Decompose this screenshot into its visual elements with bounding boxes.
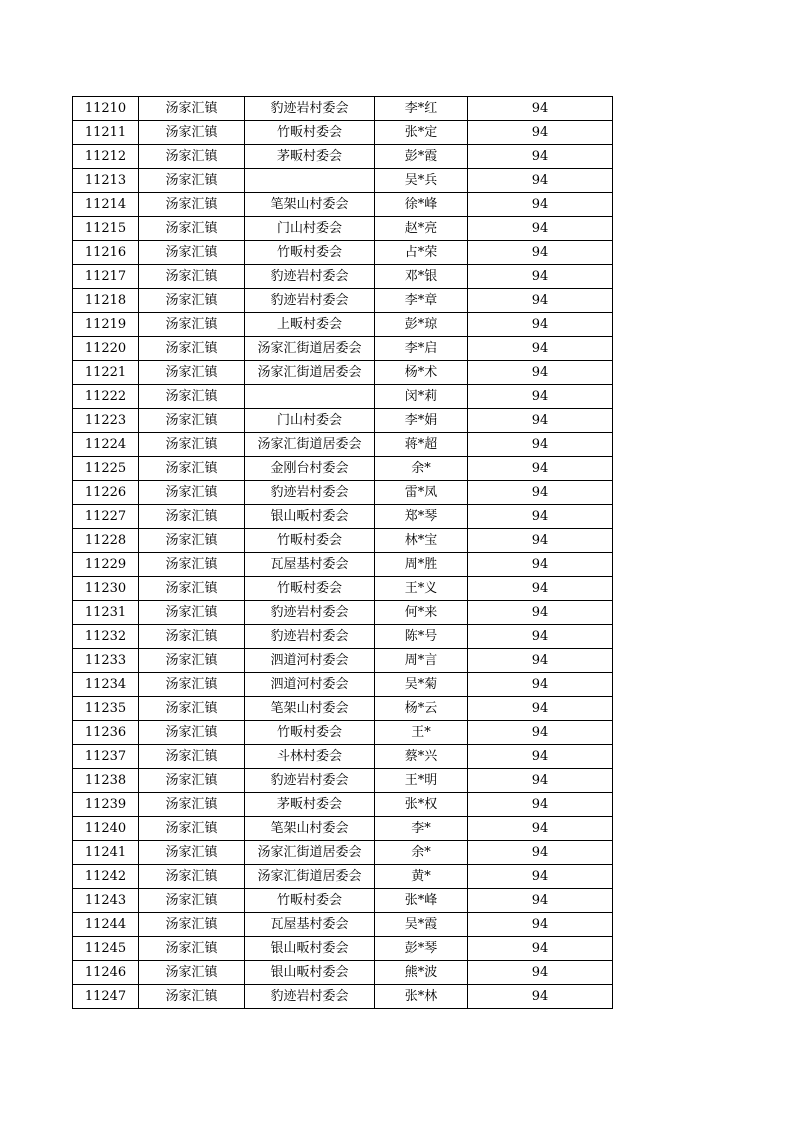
- town-cell: 汤家汇镇: [139, 745, 245, 769]
- table-row: [73, 313, 613, 337]
- town-cell: 汤家汇镇: [139, 217, 245, 241]
- serial-number-cell: 11215: [73, 217, 139, 241]
- person-name-cell: 余*: [375, 841, 468, 865]
- table-row: [73, 529, 613, 553]
- town-cell: 汤家汇镇: [139, 289, 245, 313]
- amount-cell: 94: [468, 361, 613, 385]
- town-cell: 汤家汇镇: [139, 865, 245, 889]
- person-name-cell: 陈*号: [375, 625, 468, 649]
- person-name-cell: 吴*霞: [375, 913, 468, 937]
- village-committee-cell: 汤家汇街道居委会: [245, 361, 375, 385]
- table-row: [73, 505, 613, 529]
- person-name-cell: 李*: [375, 817, 468, 841]
- serial-number-cell: 11244: [73, 913, 139, 937]
- amount-cell: 94: [468, 433, 613, 457]
- table-row: [73, 649, 613, 673]
- person-name-cell: 杨*术: [375, 361, 468, 385]
- town-cell: 汤家汇镇: [139, 97, 245, 121]
- person-name-cell: 吴*兵: [375, 169, 468, 193]
- town-cell: 汤家汇镇: [139, 361, 245, 385]
- table-row: [73, 121, 613, 145]
- amount-cell: 94: [468, 217, 613, 241]
- person-name-cell: 闵*莉: [375, 385, 468, 409]
- table-row: [73, 241, 613, 265]
- town-cell: 汤家汇镇: [139, 241, 245, 265]
- serial-number-cell: 11246: [73, 961, 139, 985]
- person-name-cell: 何*来: [375, 601, 468, 625]
- person-name-cell: 彭*琴: [375, 937, 468, 961]
- town-cell: 汤家汇镇: [139, 433, 245, 457]
- person-name-cell: 熊*波: [375, 961, 468, 985]
- village-committee-cell: 茅畈村委会: [245, 145, 375, 169]
- village-committee-cell: 豹迹岩村委会: [245, 769, 375, 793]
- person-name-cell: 杨*云: [375, 697, 468, 721]
- amount-cell: 94: [468, 313, 613, 337]
- person-name-cell: 邓*银: [375, 265, 468, 289]
- table-row: [73, 841, 613, 865]
- amount-cell: 94: [468, 193, 613, 217]
- serial-number-cell: 11212: [73, 145, 139, 169]
- town-cell: 汤家汇镇: [139, 121, 245, 145]
- amount-cell: 94: [468, 385, 613, 409]
- amount-cell: 94: [468, 265, 613, 289]
- person-name-cell: 雷*凤: [375, 481, 468, 505]
- town-cell: 汤家汇镇: [139, 169, 245, 193]
- town-cell: 汤家汇镇: [139, 265, 245, 289]
- amount-cell: 94: [468, 865, 613, 889]
- table-row: [73, 745, 613, 769]
- roster-table: [72, 96, 613, 1009]
- town-cell: 汤家汇镇: [139, 409, 245, 433]
- town-cell: 汤家汇镇: [139, 145, 245, 169]
- town-cell: 汤家汇镇: [139, 313, 245, 337]
- table-row: [73, 769, 613, 793]
- amount-cell: 94: [468, 241, 613, 265]
- person-name-cell: 郑*琴: [375, 505, 468, 529]
- amount-cell: 94: [468, 673, 613, 697]
- serial-number-cell: 11238: [73, 769, 139, 793]
- serial-number-cell: 11223: [73, 409, 139, 433]
- person-name-cell: 余*: [375, 457, 468, 481]
- village-committee-cell: 豹迹岩村委会: [245, 625, 375, 649]
- person-name-cell: 蔡*兴: [375, 745, 468, 769]
- serial-number-cell: 11239: [73, 793, 139, 817]
- table-row: [73, 697, 613, 721]
- amount-cell: 94: [468, 553, 613, 577]
- town-cell: 汤家汇镇: [139, 913, 245, 937]
- person-name-cell: 张*峰: [375, 889, 468, 913]
- serial-number-cell: 11237: [73, 745, 139, 769]
- village-committee-cell: 茅畈村委会: [245, 793, 375, 817]
- amount-cell: 94: [468, 649, 613, 673]
- village-committee-cell: 竹畈村委会: [245, 577, 375, 601]
- village-committee-cell: 金刚台村委会: [245, 457, 375, 481]
- town-cell: 汤家汇镇: [139, 337, 245, 361]
- village-committee-cell: 瓦屋基村委会: [245, 913, 375, 937]
- town-cell: 汤家汇镇: [139, 985, 245, 1009]
- table-row: [73, 289, 613, 313]
- town-cell: 汤家汇镇: [139, 841, 245, 865]
- table-row: [73, 385, 613, 409]
- amount-cell: 94: [468, 961, 613, 985]
- table-row: [73, 673, 613, 697]
- town-cell: 汤家汇镇: [139, 601, 245, 625]
- serial-number-cell: 11222: [73, 385, 139, 409]
- village-committee-cell: 豹迹岩村委会: [245, 289, 375, 313]
- serial-number-cell: 11225: [73, 457, 139, 481]
- serial-number-cell: 11231: [73, 601, 139, 625]
- amount-cell: 94: [468, 721, 613, 745]
- village-committee-cell: 豹迹岩村委会: [245, 265, 375, 289]
- town-cell: 汤家汇镇: [139, 193, 245, 217]
- person-name-cell: 王*义: [375, 577, 468, 601]
- person-name-cell: 赵*亮: [375, 217, 468, 241]
- serial-number-cell: 11245: [73, 937, 139, 961]
- town-cell: 汤家汇镇: [139, 721, 245, 745]
- town-cell: 汤家汇镇: [139, 961, 245, 985]
- amount-cell: 94: [468, 601, 613, 625]
- amount-cell: 94: [468, 577, 613, 601]
- table-row: [73, 97, 613, 121]
- serial-number-cell: 11227: [73, 505, 139, 529]
- person-name-cell: 张*林: [375, 985, 468, 1009]
- village-committee-cell: 豹迹岩村委会: [245, 97, 375, 121]
- table-row: [73, 625, 613, 649]
- village-committee-cell: 竹畈村委会: [245, 529, 375, 553]
- table-row: [73, 481, 613, 505]
- town-cell: 汤家汇镇: [139, 889, 245, 913]
- person-name-cell: 张*权: [375, 793, 468, 817]
- table-row: [73, 217, 613, 241]
- village-committee-cell: [245, 385, 375, 409]
- town-cell: 汤家汇镇: [139, 481, 245, 505]
- serial-number-cell: 11210: [73, 97, 139, 121]
- village-committee-cell: 竹畈村委会: [245, 121, 375, 145]
- person-name-cell: 彭*霞: [375, 145, 468, 169]
- village-committee-cell: 汤家汇街道居委会: [245, 433, 375, 457]
- amount-cell: 94: [468, 745, 613, 769]
- amount-cell: 94: [468, 409, 613, 433]
- village-committee-cell: [245, 169, 375, 193]
- serial-number-cell: 11232: [73, 625, 139, 649]
- person-name-cell: 李*娟: [375, 409, 468, 433]
- table-row: [73, 193, 613, 217]
- person-name-cell: 李*启: [375, 337, 468, 361]
- amount-cell: 94: [468, 937, 613, 961]
- town-cell: 汤家汇镇: [139, 457, 245, 481]
- person-name-cell: 吴*菊: [375, 673, 468, 697]
- amount-cell: 94: [468, 889, 613, 913]
- serial-number-cell: 11234: [73, 673, 139, 697]
- table-row: [73, 985, 613, 1009]
- village-committee-cell: 豹迹岩村委会: [245, 601, 375, 625]
- person-name-cell: 彭*琼: [375, 313, 468, 337]
- serial-number-cell: 11241: [73, 841, 139, 865]
- village-committee-cell: 汤家汇街道居委会: [245, 841, 375, 865]
- village-committee-cell: 上畈村委会: [245, 313, 375, 337]
- town-cell: 汤家汇镇: [139, 505, 245, 529]
- town-cell: 汤家汇镇: [139, 937, 245, 961]
- amount-cell: 94: [468, 529, 613, 553]
- village-committee-cell: 银山畈村委会: [245, 505, 375, 529]
- serial-number-cell: 11221: [73, 361, 139, 385]
- amount-cell: 94: [468, 289, 613, 313]
- serial-number-cell: 11235: [73, 697, 139, 721]
- serial-number-cell: 11247: [73, 985, 139, 1009]
- serial-number-cell: 11228: [73, 529, 139, 553]
- town-cell: 汤家汇镇: [139, 697, 245, 721]
- table-row: [73, 865, 613, 889]
- person-name-cell: 林*宝: [375, 529, 468, 553]
- table-row: [73, 961, 613, 985]
- person-name-cell: 占*荣: [375, 241, 468, 265]
- town-cell: 汤家汇镇: [139, 793, 245, 817]
- table-row: [73, 721, 613, 745]
- person-name-cell: 李*章: [375, 289, 468, 313]
- town-cell: 汤家汇镇: [139, 817, 245, 841]
- amount-cell: 94: [468, 121, 613, 145]
- town-cell: 汤家汇镇: [139, 673, 245, 697]
- village-committee-cell: 银山畈村委会: [245, 937, 375, 961]
- village-committee-cell: 门山村委会: [245, 217, 375, 241]
- amount-cell: 94: [468, 625, 613, 649]
- amount-cell: 94: [468, 769, 613, 793]
- town-cell: 汤家汇镇: [139, 769, 245, 793]
- amount-cell: 94: [468, 337, 613, 361]
- serial-number-cell: 11216: [73, 241, 139, 265]
- table-row: [73, 577, 613, 601]
- person-name-cell: 王*: [375, 721, 468, 745]
- table-row: [73, 913, 613, 937]
- village-committee-cell: 门山村委会: [245, 409, 375, 433]
- roster-table-body: [73, 97, 613, 1009]
- village-committee-cell: 汤家汇街道居委会: [245, 337, 375, 361]
- serial-number-cell: 11236: [73, 721, 139, 745]
- village-committee-cell: 泗道河村委会: [245, 673, 375, 697]
- amount-cell: 94: [468, 817, 613, 841]
- table-row: [73, 361, 613, 385]
- serial-number-cell: 11211: [73, 121, 139, 145]
- village-committee-cell: 泗道河村委会: [245, 649, 375, 673]
- table-row: [73, 433, 613, 457]
- town-cell: 汤家汇镇: [139, 577, 245, 601]
- village-committee-cell: 竹畈村委会: [245, 889, 375, 913]
- amount-cell: 94: [468, 985, 613, 1009]
- serial-number-cell: 11220: [73, 337, 139, 361]
- village-committee-cell: 汤家汇街道居委会: [245, 865, 375, 889]
- amount-cell: 94: [468, 697, 613, 721]
- serial-number-cell: 11230: [73, 577, 139, 601]
- table-row: [73, 601, 613, 625]
- town-cell: 汤家汇镇: [139, 649, 245, 673]
- serial-number-cell: 11213: [73, 169, 139, 193]
- person-name-cell: 李*红: [375, 97, 468, 121]
- table-row: [73, 265, 613, 289]
- table-row: [73, 793, 613, 817]
- serial-number-cell: 11224: [73, 433, 139, 457]
- serial-number-cell: 11242: [73, 865, 139, 889]
- village-committee-cell: 笔架山村委会: [245, 817, 375, 841]
- serial-number-cell: 11219: [73, 313, 139, 337]
- table-row: [73, 937, 613, 961]
- table-row: [73, 145, 613, 169]
- village-committee-cell: 竹畈村委会: [245, 241, 375, 265]
- table-row: [73, 553, 613, 577]
- village-committee-cell: 银山畈村委会: [245, 961, 375, 985]
- amount-cell: 94: [468, 913, 613, 937]
- village-committee-cell: 竹畈村委会: [245, 721, 375, 745]
- serial-number-cell: 11243: [73, 889, 139, 913]
- village-committee-cell: 瓦屋基村委会: [245, 553, 375, 577]
- village-committee-cell: 豹迹岩村委会: [245, 481, 375, 505]
- amount-cell: 94: [468, 457, 613, 481]
- serial-number-cell: 11218: [73, 289, 139, 313]
- amount-cell: 94: [468, 505, 613, 529]
- table-row: [73, 169, 613, 193]
- serial-number-cell: 11214: [73, 193, 139, 217]
- village-committee-cell: 笔架山村委会: [245, 697, 375, 721]
- serial-number-cell: 11217: [73, 265, 139, 289]
- town-cell: 汤家汇镇: [139, 625, 245, 649]
- person-name-cell: 周*言: [375, 649, 468, 673]
- village-committee-cell: 斗林村委会: [245, 745, 375, 769]
- person-name-cell: 王*明: [375, 769, 468, 793]
- amount-cell: 94: [468, 481, 613, 505]
- serial-number-cell: 11233: [73, 649, 139, 673]
- amount-cell: 94: [468, 793, 613, 817]
- amount-cell: 94: [468, 841, 613, 865]
- person-name-cell: 蒋*超: [375, 433, 468, 457]
- person-name-cell: 张*定: [375, 121, 468, 145]
- amount-cell: 94: [468, 145, 613, 169]
- village-committee-cell: 笔架山村委会: [245, 193, 375, 217]
- person-name-cell: 黄*: [375, 865, 468, 889]
- table-row: [73, 457, 613, 481]
- table-row: [73, 889, 613, 913]
- amount-cell: 94: [468, 97, 613, 121]
- town-cell: 汤家汇镇: [139, 529, 245, 553]
- table-row: [73, 337, 613, 361]
- person-name-cell: 周*胜: [375, 553, 468, 577]
- town-cell: 汤家汇镇: [139, 385, 245, 409]
- table-row: [73, 817, 613, 841]
- table-row: [73, 409, 613, 433]
- village-committee-cell: 豹迹岩村委会: [245, 985, 375, 1009]
- serial-number-cell: 11240: [73, 817, 139, 841]
- town-cell: 汤家汇镇: [139, 553, 245, 577]
- amount-cell: 94: [468, 169, 613, 193]
- serial-number-cell: 11226: [73, 481, 139, 505]
- serial-number-cell: 11229: [73, 553, 139, 577]
- person-name-cell: 徐*峰: [375, 193, 468, 217]
